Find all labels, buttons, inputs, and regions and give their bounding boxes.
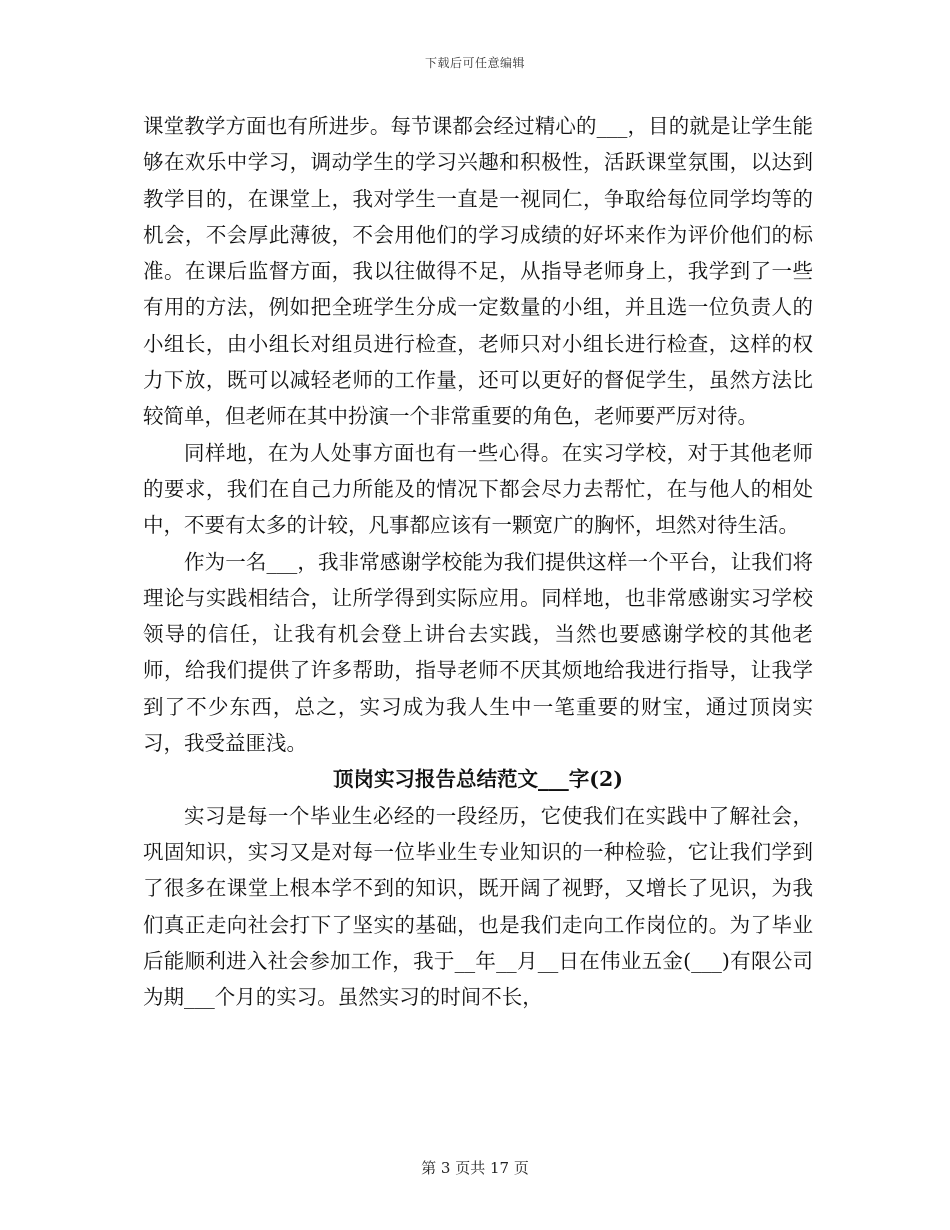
header-note: 下载后可任意编辑	[424, 56, 525, 70]
page-number: 第 3 页共 17 页	[421, 1159, 529, 1177]
document-body	[143, 108, 813, 1015]
paragraph-internship-intro: 实习是每一个毕业生必经的一段经历，它使我们在实践中了解社会，巩固知识，实习又是对每一位毕业生专业知识的一种检验，它让我们学到了很多在课堂上根本学不到的知识，既开阔了视野，又增长了见识，为我们真正走向社会打下了坚实的基础，也是我们走向工作岗位的。为了毕业后能顺利进入社会参加工作，我于__年__月__日在伟业五金(___)有限公司为期___个月的实习。虽然实习的时间不长，	[143, 803, 813, 1010]
paragraph-interpersonal: 同样地，在为人处事方面也有一些心得。在实习学校，对于其他老师的要求，我们在自己力所能及的情况下都会尽力去帮忙，在与他人的相处中，不要有太多的计较，凡事都应该有一颗宽广的胸怀，坦然对待生活。	[143, 440, 813, 538]
section-title: 顶岗实习报告总结范文___字(2)	[333, 767, 623, 792]
paragraph-gratitude: 作为一名___，我非常感谢学校能为我们提供这样一个平台，让我们将理论与实践相结合，让所学得到实际应用。同样地，也非常感谢实习学校领导的信任，让我有机会登上讲台去实践，当然也要感谢学校的其他老师，给我们提供了许多帮助，指导老师不厌其烦地给我进行指导，让我学到了不少东西，总之，实习成为我人生中一笔重要的财宝，通过顶岗实习，我受益匪浅。	[143, 549, 813, 756]
paragraph-classroom-teaching: 课堂教学方面也有所进步。每节课都会经过精心的___，目的就是让学生能够在欢乐中学习，调动学生的学习兴趣和积极性，活跃课堂氛围，以达到教学目的，在课堂上，我对学生一直是一视同仁，争取给每位同学均等的机会，不会厚此薄彼，不会用他们的学习成绩的好坏来作为评价他们的标准。在课后监督方面，我以往做得不足，从指导老师身上，我学到了一些有用的方法，例如把全班学生分成一定数量的小组，并且选一位负责人的小组长，由小组长对组员进行检查，老师只对小组长进行检查，这样的权力下放，既可以减轻老师的工作量，还可以更好的督促学生，虽然方法比较简单，但老师在其中扮演一个非常重要的角色，老师要严厉对待。	[143, 114, 813, 429]
